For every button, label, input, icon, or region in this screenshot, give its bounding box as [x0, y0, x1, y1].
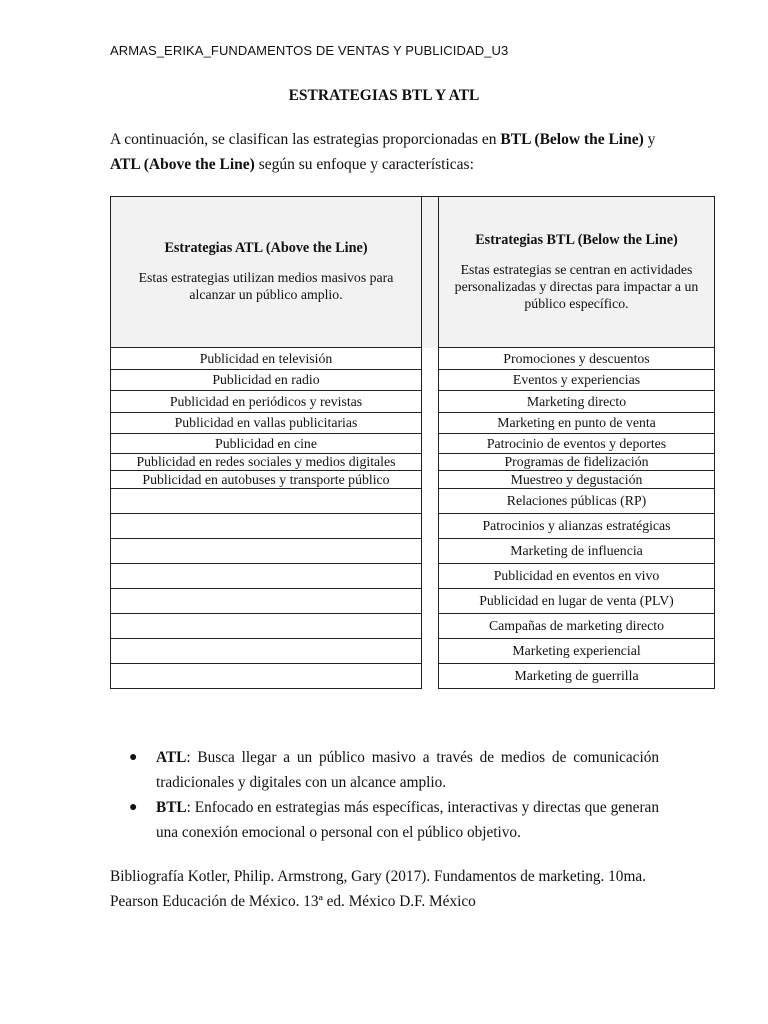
- atl-column-title: Estrategias ATL (Above the Line): [164, 240, 368, 256]
- atl-column-description: Estas estrategias utilizan medios masivos para alcanzar un público amplio.: [138, 270, 394, 302]
- btl-column-description: Estas estrategias se centran en actividades personalizadas y directas para impactar a un público específico.: [454, 261, 699, 311]
- separator-cell: [422, 589, 439, 614]
- separator-cell: [422, 664, 439, 689]
- btl-cell: Marketing de influencia: [439, 539, 715, 564]
- intro-btl-term: BTL (Below the Line): [500, 131, 644, 148]
- separator-cell: [422, 370, 439, 391]
- btl-cell: Eventos y experiencias: [439, 370, 715, 391]
- table-row: [111, 370, 715, 391]
- intro-text-2: y: [643, 131, 656, 148]
- separator-cell: [422, 413, 439, 434]
- btl-cell: Marketing experiencial: [439, 639, 715, 664]
- table-row: [111, 539, 715, 564]
- strategies-table: [110, 196, 715, 689]
- table-row: [111, 434, 715, 454]
- separator-cell: [422, 391, 439, 413]
- table-row: [111, 589, 715, 614]
- table-row: [111, 614, 715, 639]
- definitions-list: [129, 745, 659, 845]
- definition-term: ATL: [156, 749, 187, 766]
- table-row: [111, 489, 715, 514]
- btl-cell: Patrocinios y alianzas estratégicas: [439, 514, 715, 539]
- atl-cell: Publicidad en redes sociales y medios digitales: [111, 454, 422, 471]
- separator-cell: [422, 434, 439, 454]
- atl-cell: [111, 614, 422, 639]
- btl-cell: Programas de fidelización: [439, 454, 715, 471]
- separator-cell: [422, 348, 439, 370]
- separator-cell: [422, 471, 439, 489]
- separator-cell: [422, 514, 439, 539]
- table-row: [111, 514, 715, 539]
- atl-cell: [111, 589, 422, 614]
- btl-cell: Marketing de guerrilla: [439, 664, 715, 689]
- bullet-icon: ●: [129, 750, 138, 765]
- atl-cell: Publicidad en televisión: [111, 348, 422, 370]
- separator-cell: [422, 489, 439, 514]
- definition-term: BTL: [156, 799, 187, 816]
- intro-atl-term: ATL (Above the Line): [110, 156, 255, 173]
- btl-column-title: Estrategias BTL (Below the Line): [475, 231, 678, 248]
- table-row: [111, 664, 715, 689]
- btl-cell: Promociones y descuentos: [439, 348, 715, 370]
- btl-cell: Relaciones públicas (RP): [439, 489, 715, 514]
- atl-cell: [111, 564, 422, 589]
- table-row: [111, 454, 715, 471]
- table-row: [111, 348, 715, 370]
- atl-header-cell: [111, 197, 422, 348]
- separator-cell: [422, 197, 439, 348]
- intro-text-3: según su enfoque y características:: [254, 156, 474, 173]
- bibliography: Bibliografía Kotler, Philip. Armstrong, Gary (2017). Fundamentos de marketing. 10ma. Pearson Educación de México. 13ª ed. México D.F. México: [110, 868, 646, 910]
- btl-cell: Publicidad en eventos en vivo: [439, 564, 715, 589]
- separator-cell: [422, 539, 439, 564]
- page-title: ESTRATEGIAS BTL Y ATL: [288, 87, 480, 104]
- atl-cell: [111, 539, 422, 564]
- definition-item-btl: [129, 795, 659, 845]
- btl-cell: Campañas de marketing directo: [439, 614, 715, 639]
- definition-text: : Enfocado en estrategias más específicas, interactivas y directas que generan una conexión emocional o personal con el público objetivo.: [156, 799, 659, 841]
- intro-text-1: A continuación, se clasifican las estrategias proporcionadas en: [110, 131, 501, 148]
- table-row: [111, 413, 715, 434]
- definition-item-atl: [129, 745, 659, 795]
- btl-header-cell: [439, 197, 715, 348]
- atl-cell: Publicidad en cine: [111, 434, 422, 454]
- btl-cell: Marketing en punto de venta: [439, 413, 715, 434]
- atl-cell: Publicidad en autobuses y transporte público: [111, 471, 422, 489]
- separator-cell: [422, 564, 439, 589]
- atl-cell: [111, 639, 422, 664]
- table-row: [111, 639, 715, 664]
- btl-cell: Publicidad en lugar de venta (PLV): [439, 589, 715, 614]
- separator-cell: [422, 639, 439, 664]
- separator-cell: [422, 614, 439, 639]
- intro-paragraph: [110, 127, 670, 177]
- btl-cell: Muestreo y degustación: [439, 471, 715, 489]
- document-header: ARMAS_ERIKA_FUNDAMENTOS DE VENTAS Y PUBLICIDAD_U3: [110, 43, 509, 58]
- btl-cell: Patrocinio de eventos y deportes: [439, 434, 715, 454]
- separator-cell: [422, 454, 439, 471]
- atl-cell: [111, 664, 422, 689]
- table-header-row: [111, 197, 715, 348]
- atl-cell: [111, 489, 422, 514]
- atl-cell: [111, 514, 422, 539]
- atl-cell: Publicidad en vallas publicitarias: [111, 413, 422, 434]
- definition-text: : Busca llegar a un público masivo a través de medios de comunicación tradicionales y digitales con un alcance amplio.: [156, 749, 659, 791]
- table-row: [111, 471, 715, 489]
- table-row: [111, 391, 715, 413]
- btl-cell: Marketing directo: [439, 391, 715, 413]
- atl-cell: Publicidad en periódicos y revistas: [111, 391, 422, 413]
- table-row: [111, 564, 715, 589]
- atl-cell: Publicidad en radio: [111, 370, 422, 391]
- bullet-icon: ●: [129, 800, 138, 815]
